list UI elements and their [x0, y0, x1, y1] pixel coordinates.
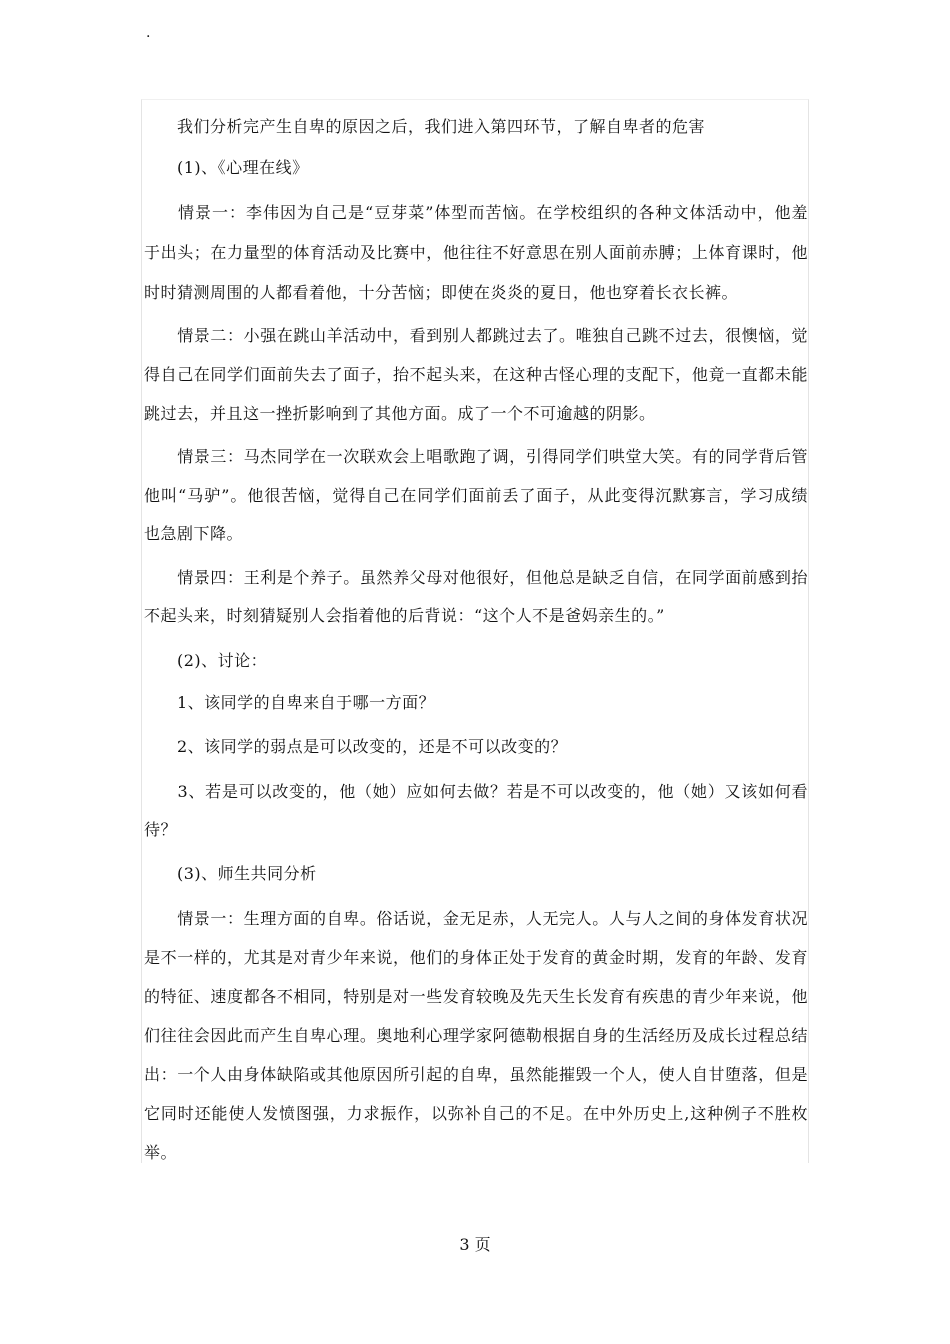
text-line: 情景四：王利是个养子。虽然养父母对他很好，但他总是缺乏自信，在同学面前感到抬 — [144, 568, 808, 587]
text-line: 于出头；在力量型的体育活动及比赛中，他往往不好意思在别人面前赤膊；上体育课时，他 — [144, 243, 808, 262]
text-line: 情景二：小强在跳山羊活动中，看到别人都跳过去了。唯独自己跳不过去，很懊恼，觉 — [144, 326, 808, 345]
text-line: 的特征、速度都各不相同，特别是对一些发育较晚及先天生长发育有疾患的青少年来说，他 — [144, 987, 808, 1006]
text-line: 他叫“马驴”。他很苦恼，觉得自己在同学们面前丢了面子，从此变得沉默寡言，学习成绩 — [144, 486, 808, 505]
text-line: 我们分析完产生自卑的原因之后，我们进入第四环节，了解自卑者的危害 — [144, 117, 706, 136]
text-line: 它同时还能使人发愤图强，力求振作，以弥补自己的不足。在中外历史上,这种例子不胜枚 — [144, 1104, 808, 1123]
text-line: 情景一：李伟因为自己是“豆芽菜”体型而苦恼。在学校组织的各种文体活动中，他羞 — [144, 203, 808, 222]
text-line: 2、该同学的弱点是可以改变的，还是不可以改变的？ — [144, 737, 568, 756]
text-line: 是不一样的，尤其是对青少年来说，他们的身体正处于发育的黄金时期，发育的年龄、发育 — [144, 948, 808, 967]
text-line: 跳过去，并且这一挫折影响到了其他方面。成了一个不可逾越的阴影。 — [144, 404, 656, 423]
text-line: 不起头来，时刻猜疑别人会指着他的后背说：“这个人不是爸妈亲生的。” — [144, 606, 665, 625]
text-line: 情景三：马杰同学在一次联欢会上唱歌跑了调，引得同学们哄堂大笑。有的同学背后管 — [144, 447, 808, 466]
text-line: (3)、师生共同分析 — [144, 864, 317, 883]
text-line: 出：一个人由身体缺陷或其他原因所引起的自卑，虽然能摧毁一个人，使人自甘堕落，但是 — [144, 1065, 808, 1084]
text-line: 3、若是可以改变的，他（她）应如何去做？若是不可以改变的，他（她）又该如何看 — [144, 782, 808, 801]
text-line: (2)、讨论： — [144, 651, 268, 670]
text-line: 1、该同学的自卑来自于哪一方面？ — [144, 693, 436, 712]
text-line: 情景一：生理方面的自卑。俗话说，金无足赤，人无完人。人与人之间的身体发育状况 — [144, 909, 808, 928]
text-line: 举。 — [144, 1143, 178, 1162]
text-line: (1)、《心理在线》 — [144, 158, 309, 177]
text-line: 时时猜测周围的人都看着他，十分苦恼；即使在炎炎的夏日，他也穿着长衣长裤。 — [144, 283, 739, 302]
text-line: 们往往会因此而产生自卑心理。奥地利心理学家阿德勒根据自身的生活经历及成长过程总结 — [144, 1026, 808, 1045]
text-line: 得自己在同学们面前失去了面子，抬不起头来，在这种古怪心理的支配下，他竟一直都未能 — [144, 365, 808, 384]
header-mark: . — [146, 25, 151, 41]
page-number: 3 页 — [459, 1235, 491, 1254]
text-line: 待？ — [144, 820, 178, 839]
text-line: 也急剧下降。 — [144, 524, 244, 543]
